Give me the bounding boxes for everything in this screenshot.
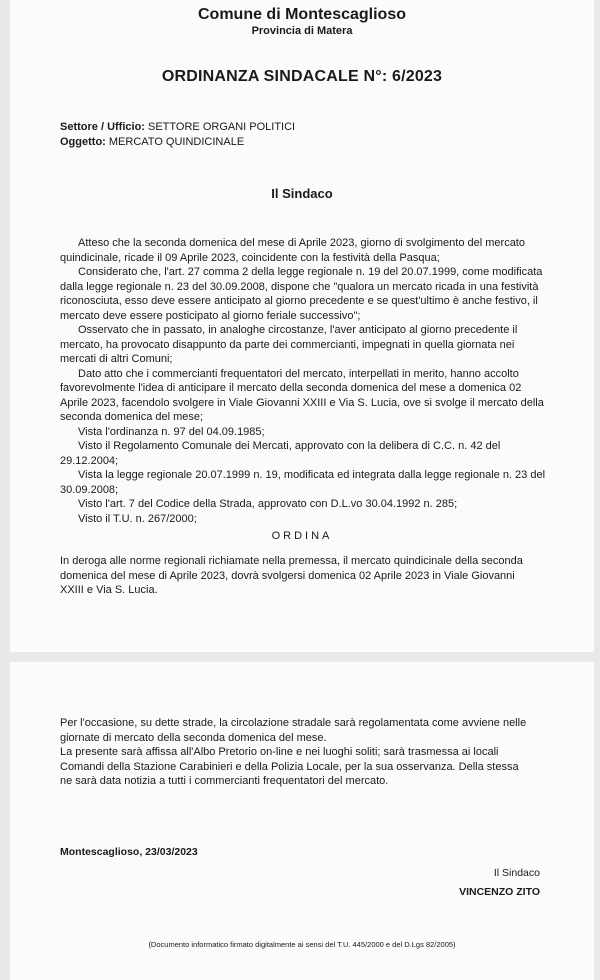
premise-paragraph: Atteso che la seconda domenica del mese di Aprile 2023, giorno di svolgimento del mercato quindicinale, ricade il 09 Aprile 2023, coincidente con la festività della Pasqua;	[60, 237, 525, 264]
subject-line	[60, 136, 244, 148]
document-page-2	[10, 662, 594, 980]
ordinance-title: ORDINANZA SINDACALE N°: 6/2023	[161, 68, 443, 85]
signer-name: VINCENZO ZITO	[459, 886, 540, 898]
digital-signature-note: (Documento informatico firmato digitalmente ai sensi del T.U. 445/2000 e del D.Lgs 82/2005)	[148, 940, 456, 949]
premise-paragraph: Visto il T.U. n. 267/2000;	[78, 512, 197, 525]
mayor-heading: Il Sindaco	[271, 186, 333, 201]
premise-paragraph: Vista la legge regionale 20.07.1999 n. 19, modificata ed integrata dalla legge regionale n. 23 del 30.09.2008;	[60, 469, 546, 496]
publication-paragraph: La presente sarà affissa all'Albo Pretorio on-line e nei luoghi soliti; sarà trasmessa ai locali Comandi della Stazione Carabinieri e della Polizia Locale, per la sua osservanza. Della stessa ne sarà data notizia a tutti i commercianti frequentatori del mercato.	[60, 746, 519, 787]
municipality-name: Comune di Montescaglioso	[197, 6, 406, 23]
premise-paragraph: Considerato che, l'art. 27 comma 2 della legge regionale n. 19 del 20.07.1999, come modificata dalla legge regionale n. 23 del 30.09.2008, dispone che "qualora un mercato ricada in una festività riconosciuta, esso deve essere anticipato al giorno precedente e se quest'ultimo è anche festivo, il mercato deve essere posticipato al giorno feriale successivo";	[60, 266, 543, 322]
ordina-heading: ORDINA	[271, 530, 333, 542]
sector-value: SETTORE ORGANI POLITICI	[144, 121, 296, 133]
sector-label: Settore / Ufficio:	[60, 121, 145, 133]
subject-label: Oggetto:	[60, 136, 106, 148]
subject-value: MERCATO QUINDICINALE	[105, 136, 245, 148]
signer-role: Il Sindaco	[493, 867, 540, 879]
place-date: Montescaglioso, 23/03/2023	[60, 846, 198, 858]
premise-paragraph: Dato atto che i commercianti frequentatori del mercato, interpellati in merito, hanno accolto favorevolmente l'idea di anticipare il mercato della seconda domenica del mese a domenica 02 Aprile 2023, facendolo svolgere in Viale Giovanni XXIII e Via S. Lucia, ove si svolge il mercato della seconda domenica del mese;	[60, 367, 544, 423]
province-name: Provincia di Matera	[251, 25, 353, 37]
traffic-paragraph: Per l'occasione, su dette strade, la circolazione stradale sarà regolamentata come avviene nelle giornate di mercato della seconda domenica del mese.	[60, 717, 527, 744]
premises-block	[60, 236, 550, 526]
document-page-1	[10, 0, 594, 652]
operative-paragraph: In deroga alle norme regionali richiamate nella premessa, il mercato quindicinale della seconda domenica del mese di Aprile 2023, dovrà svolgersi domenica 02 Aprile 2023 in Viale Giovanni XXIII e Via S. Lucia.	[60, 555, 523, 596]
premise-paragraph: Visto l'art. 7 del Codice della Strada, approvato con D.L.vo 30.04.1992 n. 285;	[78, 498, 458, 510]
premise-paragraph: Visto il Regolamento Comunale dei Mercati, approvato con la delibera di C.C. n. 42 del 29.12.2004;	[60, 440, 501, 467]
sector-line	[60, 121, 295, 133]
premise-paragraph: Vista l'ordinanza n. 97 del 04.09.1985;	[78, 425, 265, 438]
premise-paragraph: Osservato che in passato, in analoghe circostanze, l'aver anticipato al giorno precedente il mercato, ha provocato disappunto da parte dei commercianti, impegnati in quella giornata nei mercati di altri Comuni;	[60, 324, 518, 365]
